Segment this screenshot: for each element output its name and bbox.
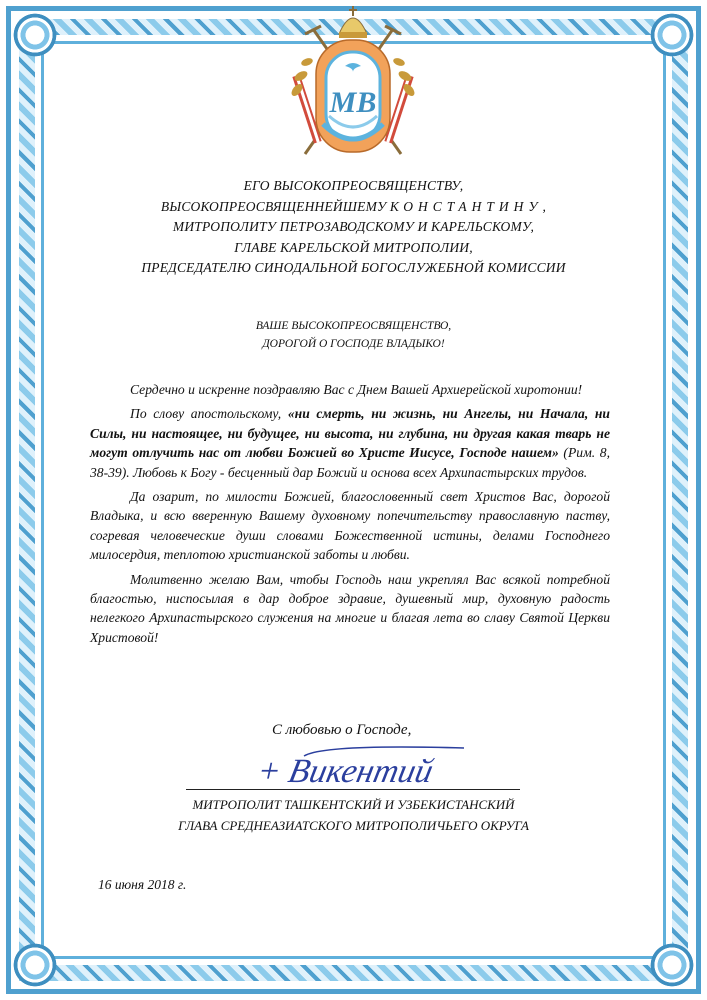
letter-paragraph: Молитвенно желаю Вам, чтобы Господь наш укреплял Вас всякой потребной благостью, ниспосылая в дар доброе здравие, душевный мир, духовную радость нелегкого Архипастырского служения на многие и благая лета во славу Святой Церкви Христовой! — [90, 571, 610, 645]
signer-line: ГЛАВА СРЕДНЕАЗИАТСКОГО МИТРОПОЛИЧЬЕГО ОКРУГА — [178, 818, 529, 833]
letter-paragraph-rest: (Рим. 8, 38-39). Любовь к Богу - бесценный дар Божий и основа всех Архипастырских трудов. — [90, 445, 610, 480]
salutation-block — [60, 317, 647, 353]
salutation-line: ВАШЕ ВЫСОКОПРЕОСВЯЩЕНСТВО, — [255, 320, 452, 332]
addressee-block — [60, 176, 647, 279]
signer-title — [60, 794, 647, 836]
letter-date: 16 июня 2018 г. — [98, 877, 187, 892]
coat-of-arms-emblem — [283, 4, 423, 164]
signature-line — [186, 789, 520, 790]
signer-line: МИТРОПОЛИТ ТАШКЕНТСКИЙ И УЗБЕКИСТАНСКИЙ — [192, 797, 515, 812]
letter-body — [90, 380, 610, 652]
addressee-line-text: ВЫСОКОПРЕОСВЯЩЕННЕЙШЕМУ КОНСТАНТИНУ, — [160, 198, 547, 214]
letter-paragraph — [90, 404, 610, 482]
closing-phrase: С любовью о Господе, — [272, 722, 412, 738]
frame-corner-ornament — [13, 13, 57, 57]
scripture-quote: «ни смерть, ни жизнь, ни Ангелы, ни Начала, ни Силы, ни настоящее, ни будущее, ни высота, ни глубина, ни другая какая тварь не могут отлучить нас от любви Божией во Христе Иисусе, Господе нашем» — [90, 406, 610, 461]
mitre-icon — [339, 6, 367, 38]
handwritten-signature — [186, 742, 526, 792]
signature-text: + Викентий — [253, 752, 437, 790]
frame-corner-ornament — [650, 943, 694, 987]
addressee-line — [60, 197, 647, 218]
letter-paragraph-intro: По слову апостольскому, — [130, 406, 288, 422]
letter-paragraph: Да озарит, по милости Божией, благословенный свет Христов Вас, дорогой Владыка, и всю вверенную Вашему духовному попечительству православную паству, согревая человеческие души словами Божественной истины, делами Господнего милосердия, теплотою христианской заботы и любви. — [90, 489, 610, 563]
addressee-line: ЕГО ВЫСОКОПРЕОСВЯЩЕНСТВУ, — [243, 178, 464, 193]
emblem-monogram: МВ — [329, 86, 377, 119]
addressee-line: ГЛАВЕ КАРЕЛЬСКОЙ МИТРОПОЛИИ, — [234, 239, 473, 255]
letter-paragraph: Сердечно и искренне поздравляю Вас с Днем Вашей Архиерейской хиротонии! — [130, 382, 583, 397]
salutation-line: ДОРОГОЙ О ГОСПОДЕ ВЛАДЫКО! — [262, 338, 445, 350]
frame-corner-ornament — [13, 943, 57, 987]
addressee-line: МИТРОПОЛИТУ ПЕТРОЗАВОДСКОМУ И КАРЕЛЬСКОМУ, — [172, 219, 535, 234]
frame-corner-ornament — [650, 13, 694, 57]
addressee-line: ПРЕДСЕДАТЕЛЮ СИНОДАЛЬНОЙ БОГОСЛУЖЕБНОЙ КОМИССИИ — [141, 260, 566, 275]
